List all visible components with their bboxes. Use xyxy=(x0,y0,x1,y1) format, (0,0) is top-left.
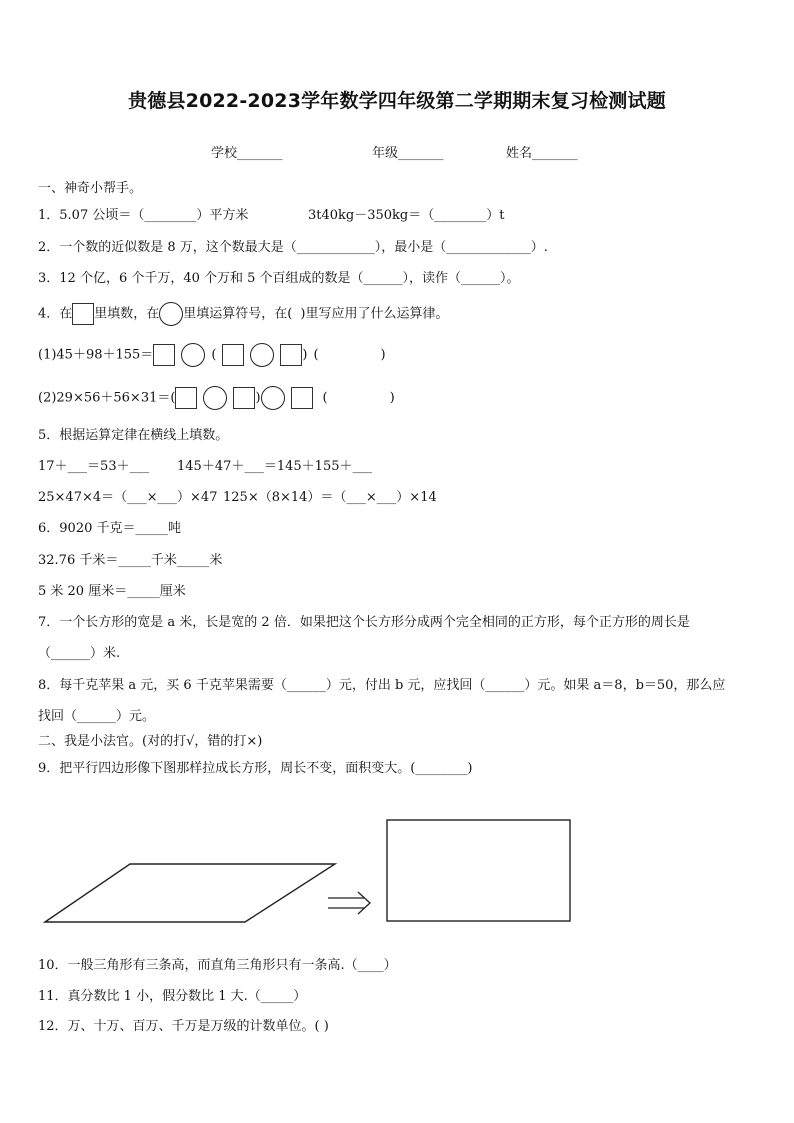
parallelogram-shape xyxy=(45,864,335,922)
question-11: 11．真分数比 1 小，假分数比 1 大.（_____） xyxy=(38,989,307,1004)
question-7-line-1: 7．一个长方形的宽是 a 米，长是宽的 2 倍．如果把这个长方形分成两个完全相同的正方形，每个正方形的周长是 xyxy=(38,615,690,630)
paren-close: ) xyxy=(255,390,261,406)
answer-box[interactable] xyxy=(291,387,313,409)
name-field: 姓名_______ xyxy=(506,146,578,161)
question-1a: 1．5.07 公顷＝（________）平方米 xyxy=(38,208,249,223)
question-4-post: )里写应用了什么运算律。 xyxy=(300,306,449,322)
paren-close: ) xyxy=(302,347,308,363)
question-10: 10．一般三角形有三条高，而直角三角形只有一条高.（____） xyxy=(38,958,397,973)
question-2: 2．一个数的近似数是 8 万，这个数最大是（____________），最小是（_____________）. xyxy=(38,240,548,255)
question-5-heading: 5．根据运算定律在横线上填数。 xyxy=(38,428,229,443)
paren-open: ( xyxy=(211,347,217,363)
answer-box[interactable] xyxy=(153,344,175,366)
school-field: 学校_______ xyxy=(211,146,283,161)
double-arrow-icon xyxy=(328,892,370,914)
question-8-line-1: 8．每千克苹果 a 元，买 6 千克苹果需要（______）元，付出 b 元，应找回（______）元。如果 a＝8，b＝50，那么应 xyxy=(38,678,726,693)
page-title: 贵德县2022-2023学年数学四年级第二学期期末复习检测试题 xyxy=(128,90,666,112)
law-paren-close: ) xyxy=(389,390,395,406)
operator-circle[interactable] xyxy=(261,386,285,410)
question-6-line-2: 32.76 千米＝_____千米_____米 xyxy=(38,553,223,568)
grade-field: 年级_______ xyxy=(372,146,444,161)
question-4-part-1 xyxy=(38,343,386,367)
law-paren-open: ( xyxy=(322,390,328,406)
operator-circle[interactable] xyxy=(250,343,274,367)
answer-box[interactable] xyxy=(175,387,197,409)
answer-box[interactable] xyxy=(280,344,302,366)
part-1-expression: (1)45＋98＋155＝ xyxy=(38,347,154,363)
question-3: 3．12 个亿，6 个千万，40 个万和 5 个百组成的数是（______），读作（______）。 xyxy=(38,271,520,286)
operator-circle[interactable] xyxy=(203,386,227,410)
question-7-line-2: （______）米. xyxy=(38,646,121,661)
parallelogram-to-rectangle-figure xyxy=(0,810,794,930)
part-2-expression: (2)29×56＋56×31＝( xyxy=(38,390,176,406)
rectangle-shape xyxy=(387,820,570,921)
question-4-pre: 4．在 xyxy=(38,306,73,322)
question-9: 9．把平行四边形像下图那样拉成长方形，周长不变，面积变大。(________) xyxy=(38,761,473,776)
question-4-mid1: 里填数，在 xyxy=(94,306,160,322)
operator-circle[interactable] xyxy=(181,343,205,367)
question-4 xyxy=(38,302,448,326)
question-12: 12．万、十万、百万、千万是万级的计数单位。( ) xyxy=(38,1019,329,1034)
question-1b: 3t40kg－350kg＝（________）t xyxy=(308,208,505,223)
question-8-line-2: 找回（______）元。 xyxy=(38,709,156,724)
question-4-mid2: 里填运算符号，在( xyxy=(183,306,293,322)
answer-box[interactable] xyxy=(233,387,255,409)
blank-circle-icon xyxy=(159,302,183,326)
question-6-line-3: 5 米 20 厘米＝_____厘米 xyxy=(38,584,186,599)
law-paren-open: ( xyxy=(313,347,319,363)
section-1-heading: 一、神奇小帮手。 xyxy=(38,181,143,196)
question-5-line-2b: 125×（8×14）＝（___×___）×14 xyxy=(223,490,437,505)
question-5-line-1b: 145＋47＋___＝145＋155＋___ xyxy=(177,459,372,474)
answer-box[interactable] xyxy=(222,344,244,366)
blank-box-icon xyxy=(72,303,94,325)
question-4-part-2 xyxy=(38,386,395,410)
section-2-heading: 二、我是小法官。(对的打√，错的打×) xyxy=(38,734,263,749)
question-6-line-1: 6．9020 千克＝_____吨 xyxy=(38,521,181,536)
law-paren-close: ) xyxy=(380,347,386,363)
question-5-line-2a: 25×47×4＝（___×___）×47 xyxy=(38,490,218,505)
question-5-line-1a: 17＋___＝53＋___ xyxy=(38,459,150,474)
